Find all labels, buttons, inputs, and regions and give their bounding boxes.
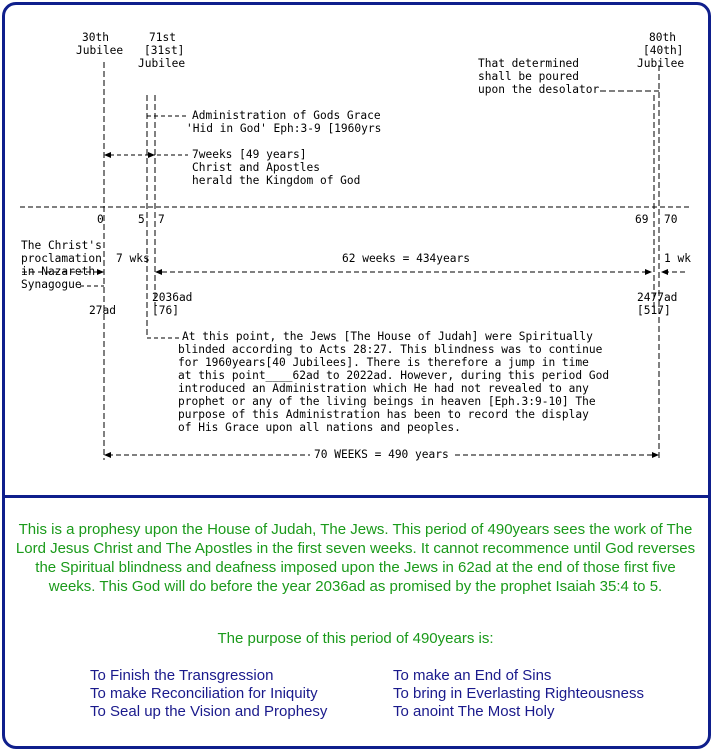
jubilee-80-line1: 80th xyxy=(649,31,676,44)
purpose-item: To bring in Everlasting Righteousness xyxy=(393,685,644,702)
purpose-item: To Seal up the Vision and Prophesy xyxy=(90,703,328,720)
week-5-label: 5 xyxy=(138,213,145,226)
admin-line2: 'Hid in God' Eph:3-9 [1960yrs xyxy=(186,122,382,135)
prophesy-caption xyxy=(12,520,699,596)
note-line4: at this point____62ad to 2022ad. However, during this period God xyxy=(178,369,610,382)
jubilee-30-line2: Jubilee xyxy=(76,44,124,57)
year-2477-label: 2477ad xyxy=(637,291,678,304)
one-wk-label: 1 wk xyxy=(664,252,691,265)
purpose-row xyxy=(90,703,700,721)
purpose-item: To make an End of Sins xyxy=(393,667,552,684)
admin-line1: Administration of Gods Grace xyxy=(192,109,381,122)
jubilee-517-label: [517] xyxy=(637,304,671,317)
arrowhead xyxy=(148,152,155,158)
arrowhead xyxy=(645,269,652,275)
purpose-row xyxy=(90,685,700,703)
jubilee-71-line1: 71st xyxy=(149,31,176,44)
jubilee-71-line2: [31st] xyxy=(144,44,185,57)
note-line5: introduced an Administration which He had not revealed to any xyxy=(178,382,589,395)
arrowhead xyxy=(104,152,111,158)
determined-line2: shall be poured xyxy=(478,70,580,83)
jubilee-80-line3: Jubilee xyxy=(637,57,685,70)
section-divider xyxy=(2,495,711,498)
note-line3: for 1960years[40 Jubilees]. There is therefore a jump in time xyxy=(178,356,589,369)
purpose-list xyxy=(90,667,700,721)
jubilee-76-label: [76] xyxy=(152,304,179,317)
note-line8: of His Grace upon all nations and peoples. xyxy=(178,421,461,434)
note-line6: prophet or any of the living beings in heaven [Eph.3:9-10] The xyxy=(178,395,596,408)
week-70-label: 70 xyxy=(664,213,678,226)
week-7-label: 7 xyxy=(158,213,165,226)
proclamation-line4: Synagogue xyxy=(21,278,82,291)
seven-wks-label: 7 wks xyxy=(116,252,150,265)
jubilee-80-line2: [40th] xyxy=(643,44,684,57)
purpose-item: To anoint The Most Holy xyxy=(393,703,555,720)
jubilee-71-line3: Jubilee xyxy=(138,57,186,70)
proclamation-line1: The Christ's xyxy=(21,239,102,252)
purpose-item: To make Reconciliation for Iniquity xyxy=(90,685,318,702)
arrowhead xyxy=(104,452,111,458)
sixty-two-weeks-label: 62 weeks = 434years xyxy=(342,252,470,265)
arrowhead xyxy=(155,269,162,275)
note-line1: At this point, the Jews [The House of Judah] were Spiritually xyxy=(182,330,593,343)
week-69-label: 69 xyxy=(635,213,649,226)
determined-line3: upon the desolator xyxy=(478,83,600,96)
arrowhead xyxy=(652,452,659,458)
purpose-heading: The purpose of this period of 490years is: xyxy=(217,630,494,647)
arrowhead xyxy=(661,269,668,275)
note-line7: purpose of this Administration has been to record the display xyxy=(178,408,589,421)
seven-weeks-line3: herald the Kingdom of God xyxy=(192,174,361,187)
proclamation-line3: in Nazareth xyxy=(21,265,96,278)
purpose-item: To Finish the Transgression xyxy=(90,667,274,684)
arrowhead xyxy=(97,269,104,275)
determined-line1: That determined xyxy=(478,57,580,70)
note-line2: blinded according to Acts 28:27. This blindness was to continue xyxy=(178,343,603,356)
seven-weeks-line1: 7weeks [49 years] xyxy=(192,148,307,161)
year-27-label: 27ad xyxy=(89,304,116,317)
proclamation-line2: proclamation xyxy=(21,252,102,265)
caption-text: This is a prophesy upon the House of Judah, The Jews. This period of 490years sees the work of The Lord Jesus Christ and The Apostles in the first seven weeks. It cannot recommence until God reverses the Spiritual blindness and deafness imposed upon the Jews in 62ad at the end of those first five weeks. This God will do before the year 2036ad as promised by the prophet Isaiah 35:4 to 5. xyxy=(15,521,696,595)
seven-weeks-line2: Christ and Apostles xyxy=(192,161,320,174)
week-0-label: 0 xyxy=(97,213,104,226)
total-weeks-label: 70 WEEKS = 490 years xyxy=(314,448,449,461)
year-2036-label: 2036ad xyxy=(152,291,193,304)
jubilee-30-line1: 30th xyxy=(82,31,109,44)
purpose-row xyxy=(90,667,700,685)
